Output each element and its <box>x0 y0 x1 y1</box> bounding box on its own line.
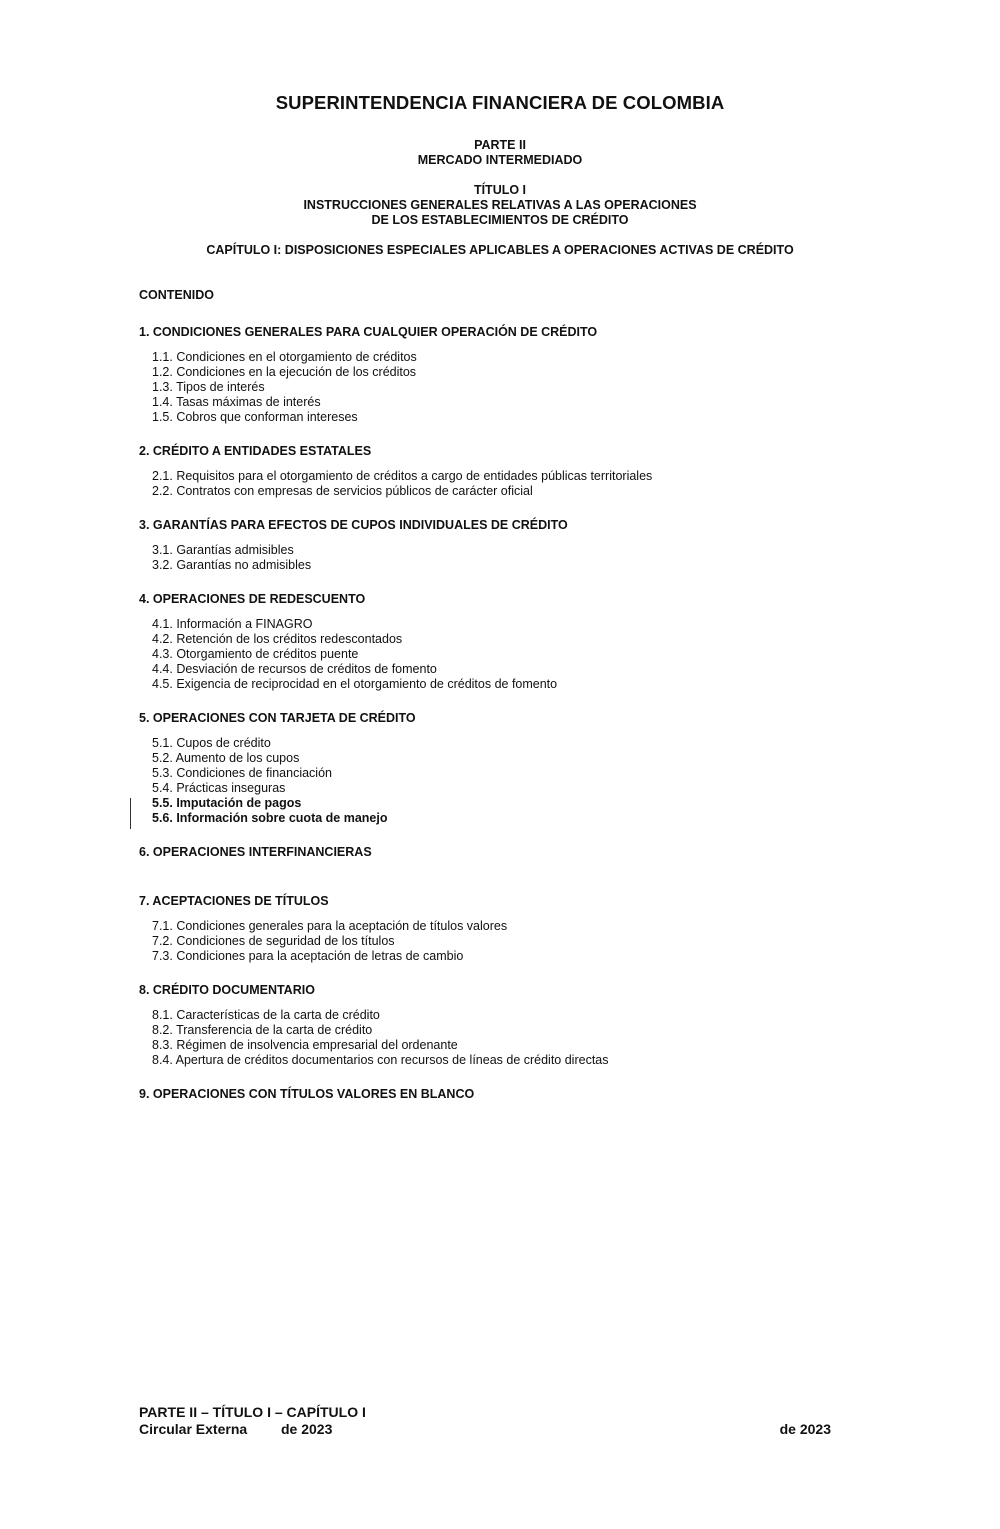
toc-item[interactable]: 1.2. Condiciones en la ejecución de los créditos <box>152 365 417 379</box>
toc-item[interactable]: 1.5. Cobros que conforman intereses <box>152 410 358 424</box>
toc-section-heading[interactable]: 4. OPERACIONES DE REDESCUENTO <box>139 592 366 606</box>
toc-item-list <box>152 617 859 692</box>
toc-section-heading[interactable]: 7. ACEPTACIONES DE TÍTULOS <box>139 894 329 908</box>
page-footer <box>139 1404 831 1438</box>
footer-circular-date: de 2023 <box>281 1421 333 1437</box>
toc-item[interactable]: 4.3. Otorgamiento de créditos puente <box>152 647 359 661</box>
contents-label: CONTENIDO <box>139 288 214 302</box>
toc-item[interactable]: 5.6. Información sobre cuota de manejo <box>152 811 388 825</box>
toc-item[interactable]: 1.3. Tipos de interés <box>152 380 265 394</box>
footer-line-2 <box>139 1421 831 1438</box>
parte-label: PARTE II <box>474 138 526 152</box>
toc-section <box>139 1087 859 1102</box>
toc-section-heading[interactable]: 8. CRÉDITO DOCUMENTARIO <box>139 983 315 997</box>
toc-item[interactable]: 8.4. Apertura de créditos documentarios con recursos de líneas de crédito directas <box>152 1053 609 1067</box>
toc-section <box>139 444 859 499</box>
parte-name: MERCADO INTERMEDIADO <box>417 153 583 167</box>
toc-item[interactable]: 4.2. Retención de los créditos redescontados <box>152 632 403 646</box>
toc-item[interactable]: 5.3. Condiciones de financiación <box>152 766 332 780</box>
toc-item[interactable]: 4.1. Información a FINAGRO <box>152 617 313 631</box>
toc-section <box>139 845 859 860</box>
toc-item[interactable]: 2.1. Requisitos para el otorgamiento de créditos a cargo de entidades públicas territoriales <box>152 469 653 483</box>
toc-item-list <box>152 736 859 826</box>
toc-item[interactable]: 4.4. Desviación de recursos de créditos de fomento <box>152 662 437 676</box>
toc-section <box>139 325 859 425</box>
toc-section <box>139 518 859 573</box>
toc-item[interactable]: 1.1. Condiciones en el otorgamiento de créditos <box>152 350 417 364</box>
capitulo-label: CAPÍTULO I: DISPOSICIONES ESPECIALES APLICABLES A OPERACIONES ACTIVAS DE CRÉDITO <box>206 243 794 257</box>
toc-item-list <box>152 543 859 573</box>
toc-item[interactable]: 3.1. Garantías admisibles <box>152 543 294 557</box>
footer-circular-label: Circular Externa <box>139 1421 248 1437</box>
toc-item[interactable]: 7.3. Condiciones para la aceptación de letras de cambio <box>152 949 464 963</box>
toc-section-heading[interactable]: 1. CONDICIONES GENERALES PARA CUALQUIER OPERACIÓN DE CRÉDITO <box>139 325 598 339</box>
toc-item[interactable]: 5.5. Imputación de pagos <box>152 796 302 810</box>
toc-item[interactable]: 7.1. Condiciones generales para la aceptación de títulos valores <box>152 919 508 933</box>
toc-section-heading[interactable]: 3. GARANTÍAS PARA EFECTOS DE CUPOS INDIVIDUALES DE CRÉDITO <box>139 518 568 532</box>
toc-item[interactable]: 8.2. Transferencia de la carta de crédito <box>152 1023 373 1037</box>
toc-item-list <box>152 469 859 499</box>
toc-section-heading[interactable]: 2. CRÉDITO A ENTIDADES ESTATALES <box>139 444 372 458</box>
titulo-line-2: DE LOS ESTABLECIMIENTOS DE CRÉDITO <box>371 213 629 227</box>
footer-right-date: de 2023 <box>779 1421 831 1437</box>
titulo-heading <box>0 183 1000 228</box>
titulo-label: TÍTULO I <box>473 183 527 197</box>
toc-section-heading[interactable]: 5. OPERACIONES CON TARJETA DE CRÉDITO <box>139 711 416 725</box>
toc-section <box>139 983 859 1068</box>
toc-item[interactable]: 8.3. Régimen de insolvencia empresarial del ordenante <box>152 1038 458 1052</box>
toc-item[interactable]: 8.1. Características de la carta de crédito <box>152 1008 380 1022</box>
toc-section <box>139 894 859 964</box>
toc-section <box>139 711 859 826</box>
toc-item[interactable]: 5.4. Prácticas inseguras <box>152 781 286 795</box>
footer-line-1: PARTE II – TÍTULO I – CAPÍTULO I <box>139 1404 366 1420</box>
revision-change-bar <box>130 798 131 829</box>
toc-section-heading[interactable]: 6. OPERACIONES INTERFINANCIERAS <box>139 845 372 859</box>
toc-item-list <box>152 350 859 425</box>
toc-item[interactable]: 4.5. Exigencia de reciprocidad en el otorgamiento de créditos de fomento <box>152 677 558 691</box>
capitulo-heading <box>0 243 1000 258</box>
toc-item[interactable]: 2.2. Contratos con empresas de servicios públicos de carácter oficial <box>152 484 533 498</box>
page-title: SUPERINTENDENCIA FINANCIERA DE COLOMBIA <box>275 92 725 113</box>
toc-item[interactable]: 5.1. Cupos de crédito <box>152 736 271 750</box>
toc-item[interactable]: 5.2. Aumento de los cupos <box>152 751 300 765</box>
toc-section-heading[interactable]: 9. OPERACIONES CON TÍTULOS VALORES EN BLANCO <box>139 1087 475 1101</box>
table-of-contents <box>139 325 859 1121</box>
toc-item-list <box>152 919 859 964</box>
toc-item[interactable]: 3.2. Garantías no admisibles <box>152 558 312 572</box>
toc-item-list <box>152 1008 859 1068</box>
toc-section <box>139 592 859 692</box>
toc-item[interactable]: 1.4. Tasas máximas de interés <box>152 395 321 409</box>
titulo-line-1: INSTRUCCIONES GENERALES RELATIVAS A LAS OPERACIONES <box>303 198 697 212</box>
parte-heading <box>0 138 1000 168</box>
toc-item[interactable]: 7.2. Condiciones de seguridad de los títulos <box>152 934 395 948</box>
